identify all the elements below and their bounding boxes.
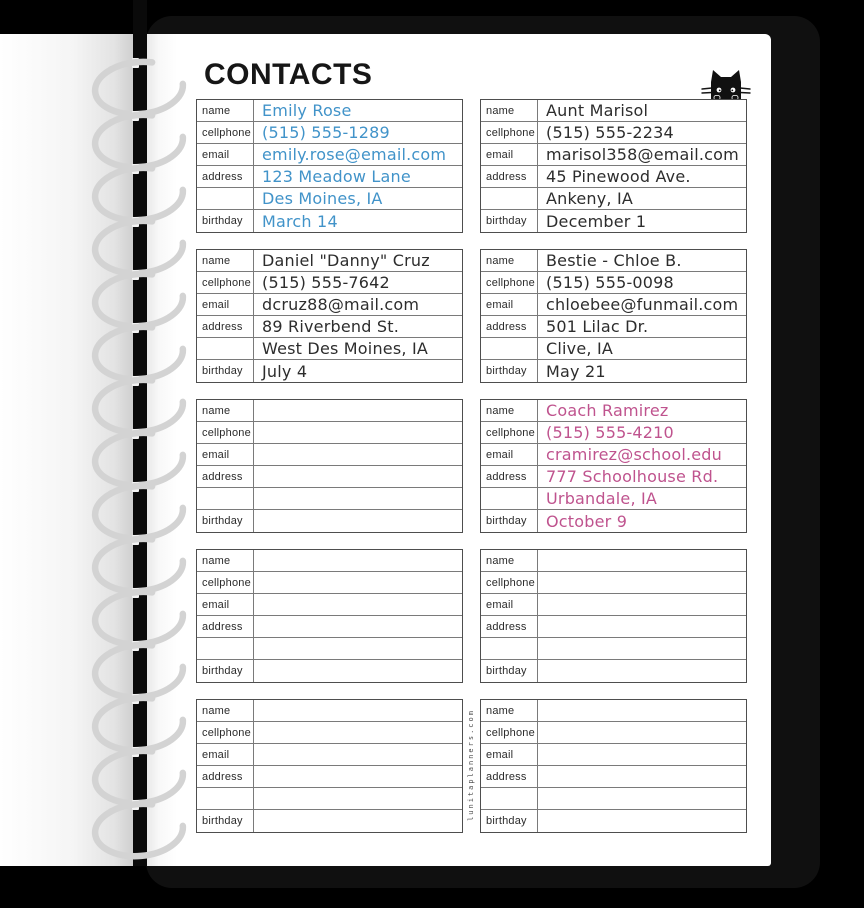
field-value-email [254, 444, 462, 466]
field-label-name: name [197, 700, 254, 722]
field-value-cellphone: (515) 555-7642 [254, 272, 462, 294]
page-title: CONTACTS [204, 58, 373, 91]
field-label-spacer [197, 488, 254, 510]
field-label-birthday: birthday [481, 210, 538, 232]
field-value-address_line2: Des Moines, IA [254, 188, 462, 210]
field-value-cellphone: (515) 555-1289 [254, 122, 462, 144]
contact-card [480, 699, 747, 833]
contact-card [196, 249, 463, 383]
field-label-birthday: birthday [481, 510, 538, 532]
field-label-spacer [197, 788, 254, 810]
field-value-address_line1: 777 Schoolhouse Rd. [538, 466, 746, 488]
field-value-name: Daniel "Danny" Cruz [254, 250, 462, 272]
field-value-address_line1: 89 Riverbend St. [254, 316, 462, 338]
field-label-spacer [481, 338, 538, 360]
field-label-birthday: birthday [481, 660, 538, 682]
field-label-cellphone: cellphone [481, 722, 538, 744]
field-value-email: marisol358@email.com [538, 144, 746, 166]
field-label-address: address [197, 316, 254, 338]
field-value-name: Coach Ramirez [538, 400, 746, 422]
field-label-email: email [481, 144, 538, 166]
field-label-cellphone: cellphone [197, 572, 254, 594]
field-value-name [538, 700, 746, 722]
field-value-address_line1: 123 Meadow Lane [254, 166, 462, 188]
field-label-cellphone: cellphone [197, 122, 254, 144]
contact-card [480, 249, 747, 383]
field-value-birthday [538, 810, 746, 832]
field-value-address_line2 [254, 788, 462, 810]
field-value-email [254, 594, 462, 616]
field-value-cellphone: (515) 555-4210 [538, 422, 746, 444]
field-value-address_line2 [538, 788, 746, 810]
contact-card [196, 399, 463, 533]
field-label-cellphone: cellphone [481, 272, 538, 294]
field-value-birthday [254, 810, 462, 832]
field-label-address: address [197, 166, 254, 188]
field-value-birthday: May 21 [546, 361, 606, 381]
field-label-address: address [197, 766, 254, 788]
field-label-email: email [197, 294, 254, 316]
field-label-spacer [481, 188, 538, 210]
field-label-birthday: birthday [197, 360, 254, 382]
field-value-birthday: December 1 [546, 211, 647, 231]
field-value-address_line1: 501 Lilac Dr. [538, 316, 746, 338]
field-label-birthday: birthday [197, 210, 254, 232]
field-label-name: name [481, 100, 538, 122]
field-label-cellphone: cellphone [197, 722, 254, 744]
field-label-address: address [197, 466, 254, 488]
field-label-name: name [481, 550, 538, 572]
field-label-birthday: birthday [197, 510, 254, 532]
field-label-email: email [481, 744, 538, 766]
field-value-address_line2: Urbandale, IA [538, 488, 746, 510]
field-value-cellphone [254, 422, 462, 444]
field-value-address_line1 [254, 466, 462, 488]
field-label-name: name [197, 400, 254, 422]
field-label-birthday: birthday [481, 360, 538, 382]
field-value-address_line1 [538, 616, 746, 638]
field-label-address: address [481, 466, 538, 488]
field-label-address: address [481, 766, 538, 788]
contact-card [196, 549, 463, 683]
field-value-address_line2: Clive, IA [538, 338, 746, 360]
field-value-birthday [254, 660, 462, 682]
field-value-cellphone: (515) 555-2234 [538, 122, 746, 144]
contact-card [196, 699, 463, 833]
field-value-birthday: October 9 [546, 511, 628, 531]
field-label-spacer [481, 638, 538, 660]
contact-card [196, 99, 463, 233]
contact-card [480, 99, 747, 233]
field-value-address_line1: 45 Pinewood Ave. [538, 166, 746, 188]
field-value-address_line1 [538, 766, 746, 788]
field-label-address: address [481, 316, 538, 338]
field-value-address_line2: West Des Moines, IA [254, 338, 462, 360]
field-value-birthday [538, 660, 746, 682]
field-label-email: email [197, 594, 254, 616]
field-value-name: Bestie - Chloe B. [538, 250, 746, 272]
field-label-email: email [481, 594, 538, 616]
field-value-address_line2: Ankeny, IA [538, 188, 746, 210]
field-label-spacer [481, 488, 538, 510]
field-label-address: address [197, 616, 254, 638]
field-label-spacer [481, 788, 538, 810]
field-value-name: Aunt Marisol [538, 100, 746, 122]
field-value-email: dcruz88@mail.com [254, 294, 462, 316]
field-value-name [254, 400, 462, 422]
field-value-name: Emily Rose [254, 100, 462, 122]
contact-card [480, 549, 747, 683]
field-value-name [254, 700, 462, 722]
field-label-cellphone: cellphone [481, 572, 538, 594]
field-value-birthday [254, 510, 462, 532]
field-label-spacer [197, 188, 254, 210]
field-value-birthday: March 14 [262, 211, 338, 231]
field-value-cellphone [254, 572, 462, 594]
watermark-url: lunitaplanners.com [467, 709, 475, 821]
field-label-cellphone: cellphone [197, 422, 254, 444]
field-value-address_line1 [254, 616, 462, 638]
field-label-cellphone: cellphone [197, 272, 254, 294]
field-value-cellphone [538, 572, 746, 594]
field-label-cellphone: cellphone [481, 422, 538, 444]
field-label-name: name [197, 550, 254, 572]
field-value-name [538, 550, 746, 572]
field-value-email: emily.rose@email.com [254, 144, 462, 166]
field-label-name: name [197, 100, 254, 122]
field-value-email: cramirez@school.edu [538, 444, 746, 466]
field-label-spacer [197, 338, 254, 360]
field-value-address_line2 [254, 638, 462, 660]
field-label-address: address [481, 166, 538, 188]
field-value-address_line1 [254, 766, 462, 788]
field-label-birthday: birthday [197, 810, 254, 832]
field-label-address: address [481, 616, 538, 638]
field-label-name: name [481, 700, 538, 722]
field-label-name: name [481, 250, 538, 272]
field-label-spacer [197, 638, 254, 660]
field-value-email [538, 594, 746, 616]
peeking-cat-icon [700, 66, 752, 100]
field-label-birthday: birthday [197, 660, 254, 682]
field-value-email [254, 744, 462, 766]
field-value-birthday: July 4 [262, 361, 308, 381]
field-label-email: email [197, 144, 254, 166]
field-label-name: name [481, 400, 538, 422]
field-value-cellphone [254, 722, 462, 744]
field-value-name [254, 550, 462, 572]
contact-card [480, 399, 747, 533]
field-label-email: email [197, 444, 254, 466]
spiral-binding-coils [85, 40, 205, 866]
field-label-email: email [197, 744, 254, 766]
field-value-cellphone: (515) 555-0098 [538, 272, 746, 294]
field-value-email: chloebee@funmail.com [538, 294, 746, 316]
field-value-email [538, 744, 746, 766]
field-label-email: email [481, 444, 538, 466]
field-label-cellphone: cellphone [481, 122, 538, 144]
field-label-birthday: birthday [481, 810, 538, 832]
field-value-cellphone [538, 722, 746, 744]
field-value-address_line2 [538, 638, 746, 660]
field-label-name: name [197, 250, 254, 272]
field-value-address_line2 [254, 488, 462, 510]
field-label-email: email [481, 294, 538, 316]
